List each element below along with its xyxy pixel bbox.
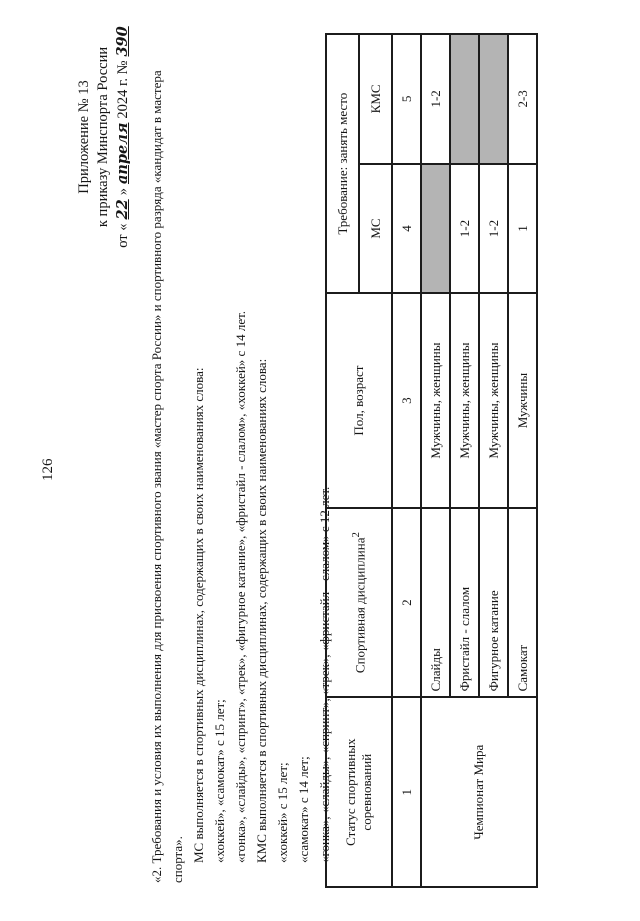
footnote-marker: 2 <box>349 532 362 538</box>
discipline-cell: Самокат <box>508 508 537 698</box>
header-status: Статус спортивных соревнований <box>326 697 392 887</box>
gender-cell: Мужчины, женщины <box>450 293 479 507</box>
ms-cell-shaded <box>421 164 450 294</box>
requirements-table <box>325 33 538 888</box>
gender-cell: Мужчины <box>508 293 537 507</box>
appendix-date-line <box>113 22 133 252</box>
kms-intro: КМС выполняется в спортивных дисциплинах, содержащих в своих наименованиях слова: <box>254 358 269 863</box>
ms-cell: 1-2 <box>450 164 479 294</box>
date-prefix: от « <box>115 223 131 248</box>
gender-cell: Мужчины, женщины <box>479 293 508 507</box>
header-gender-age: Пол, возраст <box>326 293 392 507</box>
status-cell: Чемпионат Мира <box>421 697 537 887</box>
header-requirement: Требование: занять место <box>326 34 359 293</box>
body-text <box>146 23 335 883</box>
col-number: 2 <box>392 508 421 698</box>
table-header-row <box>326 34 359 887</box>
col-number: 3 <box>392 293 421 507</box>
page-number: 126 <box>40 458 56 481</box>
discipline-cell: Фристайл - слалом <box>450 508 479 698</box>
ms-cell: 1-2 <box>479 164 508 294</box>
kms-cell-shaded <box>479 34 508 164</box>
col-number: 4 <box>392 164 421 294</box>
gender-cell: Мужчины, женщины <box>421 293 450 507</box>
appendix-order-ref: к приказу Минспорта России <box>95 46 111 228</box>
ms-intro: МС выполняется в спортивных дисциплинах, содержащих в своих наименованиях слова: <box>191 367 206 863</box>
kms-line-3: «гонка», «слайды», «спринт», «трек», «фристайл - слалом» с 12 лет. <box>317 486 332 863</box>
kms-line-2: «самокат» с 14 лет; <box>296 756 311 863</box>
ms-cell: 1 <box>508 164 537 294</box>
date-mid: » <box>115 188 131 196</box>
date-year: 2024 г. № <box>115 60 131 119</box>
header-kms: КМС <box>359 34 392 164</box>
ms-line-2: «гонка», «слайды», «спринт», «трек», «фигурное катание», «фристайл - слалом», «хоккей» с 14 лет. <box>233 310 248 863</box>
table-numbering-row <box>392 34 421 887</box>
ms-line-1: «хоккей», «самокат» с 15 лет; <box>212 699 227 863</box>
kms-cell: 2-3 <box>508 34 537 164</box>
kms-line-1: «хоккей» с 15 лет; <box>275 762 290 863</box>
header-ms: МС <box>359 164 392 294</box>
date-day-handwritten: 22 <box>114 199 131 220</box>
col-number: 1 <box>392 697 421 887</box>
col-number: 5 <box>392 34 421 164</box>
appendix-title: Приложение № 13 <box>76 80 92 194</box>
kms-cell: 1-2 <box>421 34 450 164</box>
order-number-handwritten: 390 <box>114 26 131 57</box>
section-heading: «2. Требования и условия их выполнения для присвоения спортивного звания «мастер спорта России» и спортивного разряда «кандидат в мастера спорта». <box>149 70 185 883</box>
appendix-header <box>75 22 133 252</box>
kms-cell-shaded <box>450 34 479 164</box>
header-discipline: Спортивная дисциплина$^2$ <box>326 508 392 698</box>
discipline-cell: Фигурное катание <box>479 508 508 698</box>
discipline-cell: Слайды <box>421 508 450 698</box>
date-month-handwritten: апреля <box>114 122 131 185</box>
table-row <box>421 34 450 887</box>
